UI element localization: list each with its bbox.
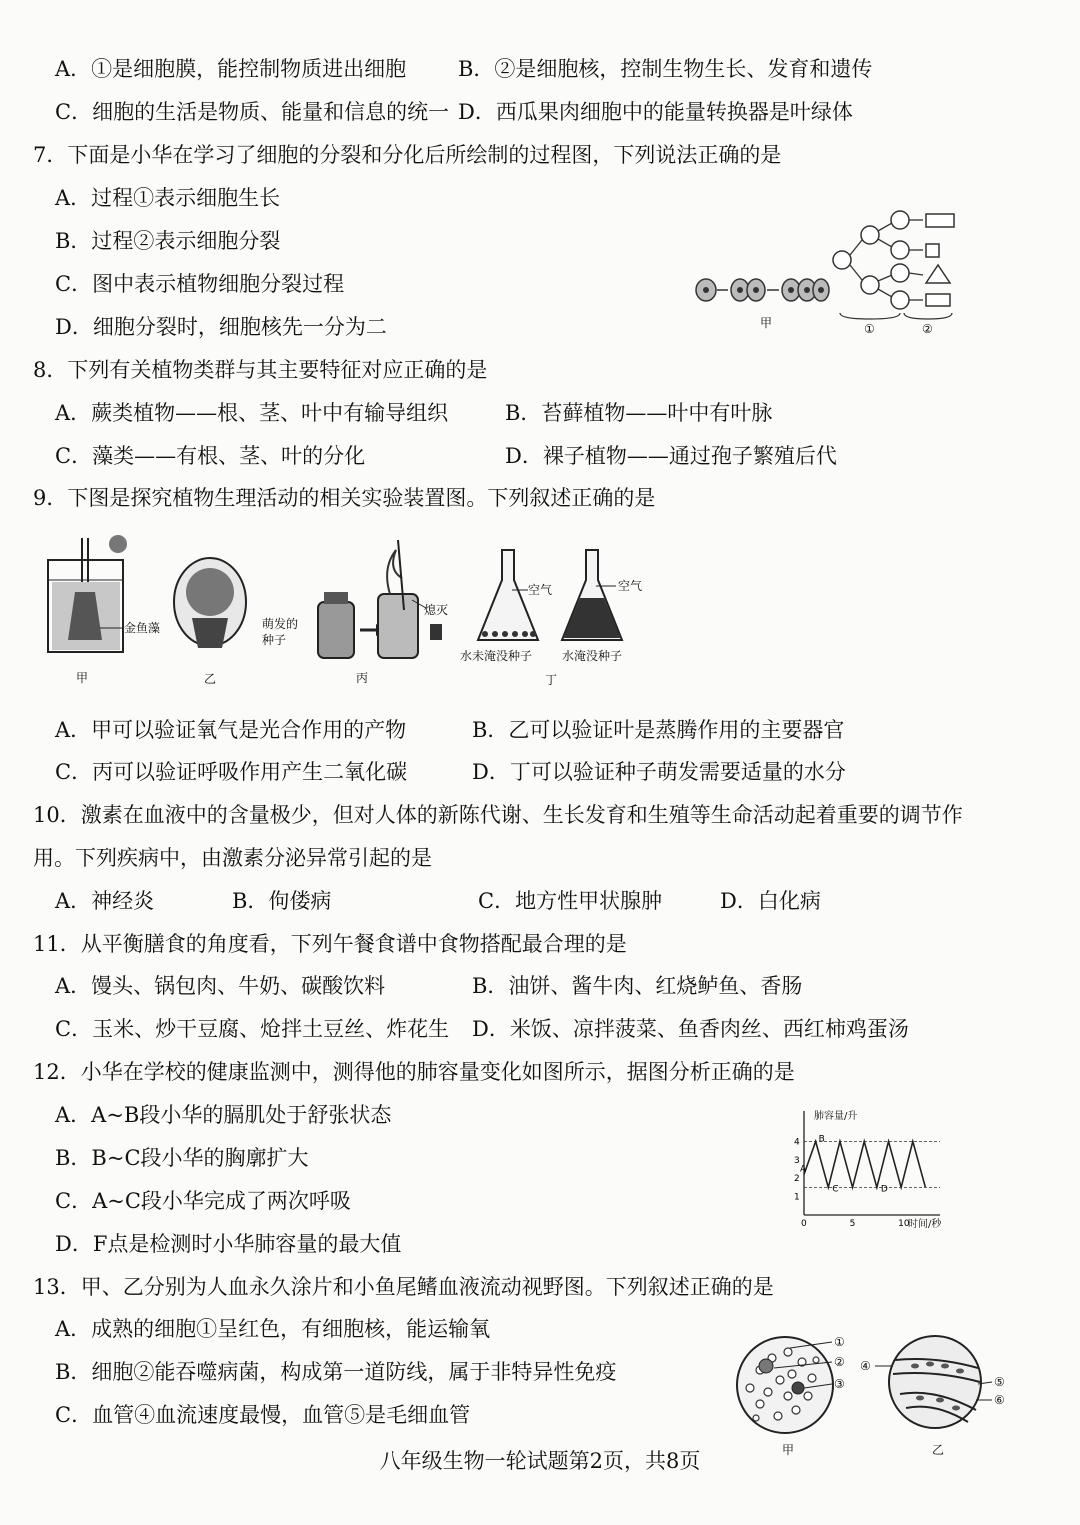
chart-ylabel: 肺容量/升 <box>814 1111 858 1122</box>
q9-label-kongqi-1: 空气 <box>528 583 553 597</box>
q7-fig-label-jia: 甲 <box>760 316 773 330</box>
lung-volume-series <box>804 1141 925 1187</box>
q6-option-c: C．细胞的生活是物质、能量和信息的统一 <box>55 100 450 124</box>
q13-label-6: ⑥ <box>994 1393 1005 1407</box>
q8-stem: 8．下列有关植物类群与其主要特征对应正确的是 <box>33 358 488 382</box>
q11-option-d: D．米饭、凉拌菠菜、鱼香肉丝、西红柿鸡蛋汤 <box>472 1017 909 1041</box>
y-tick-label: 4 <box>794 1137 800 1148</box>
q11-option-c: C．玉米、炒干豆腐、炝拌土豆丝、炸花生 <box>55 1017 450 1041</box>
cell-division-diagram <box>690 205 970 340</box>
q13-stem: 13．甲、乙分别为人血永久涂片和小鱼尾鳍血液流动视野图。下列叙述正确的是 <box>33 1275 774 1299</box>
q12-option-d: D．F点是检测时小华肺容量的最大值 <box>55 1232 402 1256</box>
q12-stem: 12．小华在学校的健康监测中，测得他的肺容量变化如图所示，据图分析正确的是 <box>33 1060 795 1084</box>
q11-option-b: B．油饼、酱牛肉、红烧鲈鱼、香肠 <box>472 974 803 998</box>
y-tick-label: 3 <box>794 1155 800 1166</box>
q11-stem: 11．从平衡膳食的角度看，下列午餐食谱中食物搭配最合理的是 <box>33 932 627 956</box>
q7-option-d: D．细胞分裂时，细胞核先一分为二 <box>55 315 387 339</box>
q13-option-c: C．血管④血流速度最慢，血管⑤是毛细血管 <box>55 1403 471 1427</box>
q13-label-5: ⑤ <box>994 1375 1005 1389</box>
q9-option-b: B．乙可以验证叶是蒸腾作用的主要器官 <box>472 718 845 742</box>
q10-option-d: D．白化病 <box>720 889 821 913</box>
y-tick-label: 2 <box>794 1174 800 1185</box>
q7-option-b: B．过程②表示细胞分裂 <box>55 229 281 253</box>
q13-label-4: ④ <box>860 1359 871 1373</box>
q12-option-a: A．A~B段小华的膈肌处于舒张状态 <box>55 1103 392 1127</box>
y-tick-label: 1 <box>794 1192 800 1203</box>
q9-label-jia: 甲 <box>76 671 89 685</box>
point-label-c: C <box>832 1184 839 1195</box>
q9-label-jinyuzao: 金鱼藻 <box>124 621 161 635</box>
q9-stem: 9．下图是探究植物生理活动的相关实验装置图。下列叙述正确的是 <box>33 486 656 510</box>
q8-option-b: B．苔藓植物——叶中有叶脉 <box>505 401 773 425</box>
point-label-a: A <box>800 1164 807 1175</box>
q13-label-jia: 甲 <box>782 1443 795 1457</box>
q6-option-b: B．②是细胞核，控制生物生长、发育和遗传 <box>458 57 873 81</box>
q9-label-yanmo: 水淹没种子 <box>562 649 623 663</box>
q13-option-a: A．成熟的细胞①呈红色，有细胞核，能运输氧 <box>55 1317 491 1341</box>
q7-fig-label-1: ① <box>864 322 875 336</box>
q10-stem-line-1: 10．激素在血液中的含量极少，但对人体的新陈代谢、生长发育和生殖等生命活动起着重要的调节作 <box>33 803 963 827</box>
q9-label-kongqi-2: 空气 <box>618 579 643 593</box>
q12-option-c: C．A~C段小华完成了两次呼吸 <box>55 1189 351 1213</box>
q13-label-1: ① <box>834 1335 845 1349</box>
q12-option-b: B．B~C段小华的胸廓扩大 <box>55 1146 309 1170</box>
q9-label-mengfa-1: 萌发的 <box>262 617 299 631</box>
q13-label-yi: 乙 <box>932 1443 945 1457</box>
q10-option-c: C．地方性甲状腺肿 <box>478 889 663 913</box>
q9-option-a: A．甲可以验证氧气是光合作用的产物 <box>55 718 407 742</box>
q8-option-c: C．藻类——有根、茎、叶的分化 <box>55 444 366 468</box>
q9-label-bing: 丙 <box>356 671 369 685</box>
blood-smear-figure <box>730 1330 1020 1460</box>
q11-option-a: A．馒头、锅包肉、牛奶、碳酸饮料 <box>55 974 386 998</box>
q13-label-2: ② <box>834 1355 845 1369</box>
lung-volume-chart <box>790 1105 960 1230</box>
q7-option-c: C．图中表示植物细胞分裂过程 <box>55 272 345 296</box>
q10-option-a: A．神经炎 <box>55 889 155 913</box>
x-tick-label: 0 <box>801 1219 807 1229</box>
q13-label-3: ③ <box>834 1377 845 1391</box>
q10-option-b: B．佝偻病 <box>232 889 332 913</box>
q6-option-d: D．西瓜果肉细胞中的能量转换器是叶绿体 <box>458 100 853 124</box>
q8-option-a: A．蕨类植物——根、茎、叶中有输导组织 <box>55 401 449 425</box>
q10-stem-line-2: 用。下列疾病中，由激素分泌异常引起的是 <box>33 846 432 870</box>
page-footer: 八年级生物一轮试题第2页，共8页 <box>379 1449 701 1473</box>
x-tick-label: 10 <box>898 1219 910 1229</box>
q7-option-a: A．过程①表示细胞生长 <box>55 186 281 210</box>
point-label-d: D <box>880 1184 888 1195</box>
q7-fig-label-2: ② <box>922 322 933 336</box>
q8-option-d: D．裸子植物——通过孢子繁殖后代 <box>505 444 837 468</box>
q7-stem: 7．下面是小华在学习了细胞的分裂和分化后所绘制的过程图，下列说法正确的是 <box>33 143 782 167</box>
chart-xlabel: 时间/秒 <box>908 1219 942 1230</box>
q9-option-d: D．丁可以验证种子萌发需要适量的水分 <box>472 760 846 784</box>
point-label-b: B <box>818 1134 825 1145</box>
x-tick-label: 5 <box>849 1219 856 1229</box>
plant-experiment-figure <box>40 530 680 690</box>
q9-label-mengfa-2: 种子 <box>262 633 287 647</box>
q9-label-ding: 丁 <box>545 673 558 687</box>
q9-label-weiyan: 水未淹没种子 <box>460 649 533 663</box>
q9-label-ximie: 熄灭 <box>424 603 449 617</box>
q9-option-c: C．丙可以验证呼吸作用产生二氧化碳 <box>55 760 408 784</box>
q9-label-yi: 乙 <box>204 672 217 686</box>
q6-option-a: A．①是细胞膜，能控制物质进出细胞 <box>55 57 407 81</box>
q13-option-b: B．细胞②能吞噬病菌，构成第一道防线，属于非特异性免疫 <box>55 1360 617 1384</box>
